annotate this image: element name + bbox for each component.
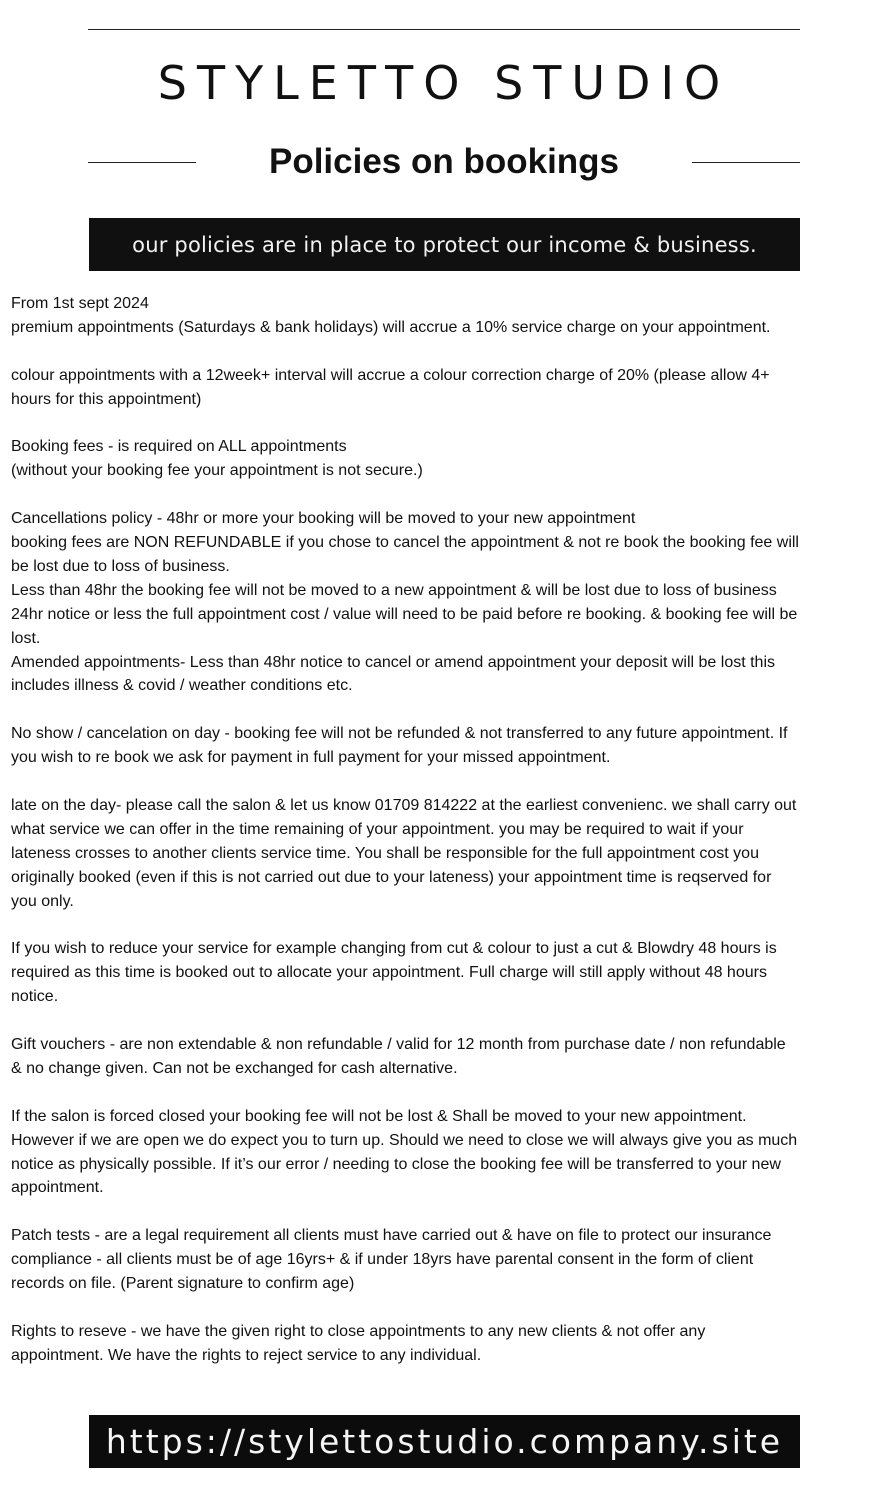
policy-paragraph: [11, 1224, 881, 1296]
policy-line: colour appointments with a 12week+ interval will accrue a colour correction charge of 20% (please allow 4+: [11, 366, 770, 384]
policy-paragraph: [11, 1320, 881, 1368]
policy-line: lost.: [11, 629, 41, 647]
policy-line: you wish to re book we ask for payment in full payment for your missed appointment.: [11, 749, 611, 767]
policy-line: booking fees are NON REFUNDABLE if you chose to cancel the appointment & not re book the booking fee will: [11, 534, 799, 552]
policy-line: includes illness & covid / weather conditions etc.: [11, 677, 353, 695]
policy-paragraph: [11, 1105, 881, 1201]
subtitle-left-rule: [88, 162, 196, 163]
policy-line: However if we are open we do expect you to turn up. Should we need to close we will always give you as much: [11, 1131, 798, 1149]
policy-line: appointment. We have the rights to reject service to any individual.: [11, 1346, 482, 1364]
policy-paragraph: [11, 722, 881, 770]
policy-line: Less than 48hr the booking fee will not be moved to a new appointment & will be lost due to loss of business: [11, 581, 777, 599]
policy-line: what service we can offer in the time remaining of your appointment. you may be required to wait if your: [11, 820, 744, 838]
policy-paragraph: [11, 794, 881, 914]
policy-line: & no change given. Can not be exchanged for cash alternative.: [11, 1059, 458, 1077]
policy-paragraph: [11, 1033, 881, 1081]
policy-line: Patch tests - are a legal requirement all clients must have carried out & have on file to protect our insurance: [11, 1227, 772, 1245]
policy-paragraph: [11, 507, 881, 698]
policy-line: premium appointments (Saturdays & bank holidays) will accrue a 10% service charge on your appointment.: [11, 318, 771, 336]
brand-title: STYLETTO STUDIO: [157, 56, 731, 110]
policy-line: From 1st sept 2024: [11, 295, 149, 312]
policy-line: (without your booking fee your appointment is not secure.): [11, 462, 423, 480]
policy-banner: our policies are in place to protect our income & business.: [89, 218, 800, 271]
policy-line: If you wish to reduce your service for example changing from cut & colour to just a cut & Blowdry 48 hours is: [11, 940, 777, 958]
policy-body: [11, 292, 881, 1392]
footer-url[interactable]: https://stylettostudio.company.site: [89, 1415, 800, 1468]
page-subtitle: Policies on bookings: [268, 142, 620, 181]
policy-line: notice as physically possible. If it’s our error / needing to close the booking fee will be transferred to your new: [11, 1155, 781, 1173]
policy-paragraph: [11, 292, 881, 340]
subtitle-right-rule: [692, 162, 800, 163]
policy-line: 24hr notice or less the full appointment cost / value will need to be paid before re booking. & booking fee will be: [11, 605, 798, 623]
policy-line: be lost due to loss of business.: [11, 557, 230, 575]
policy-line: Cancellations policy - 48hr or more your booking will be moved to your new appointment: [11, 510, 636, 528]
policy-paragraph: [11, 364, 881, 412]
top-divider: [88, 29, 800, 30]
policy-line: Gift vouchers - are non extendable & non refundable / valid for 12 month from purchase date / non refundable: [11, 1035, 786, 1053]
policy-line: lateness crosses to another clients service time. You shall be responsible for the full appointment cost you: [11, 844, 759, 862]
policy-line: compliance - all clients must be of age 16yrs+ & if under 18yrs have parental consent in the form of client: [11, 1251, 754, 1269]
policy-line: Rights to reseve - we have the given right to close appointments to any new clients & not offer any: [11, 1322, 706, 1340]
policy-line: required as this time is booked out to allocate your appointment. Full charge will still apply without 48 hours: [11, 964, 767, 982]
policy-line: appointment.: [11, 1179, 104, 1197]
policy-line: records on file. (Parent signature to confirm age): [11, 1275, 355, 1293]
policy-line: you only.: [11, 892, 74, 910]
policy-paragraph: [11, 435, 881, 483]
policy-paragraph: [11, 937, 881, 1009]
policy-line: late on the day- please call the salon & let us know 01709 814222 at the earliest convenienc. we shall carry out: [11, 796, 797, 814]
policy-line: No show / cancelation on day - booking fee will not be refunded & not transferred to any future appointment. If: [11, 725, 788, 743]
policy-line: If the salon is forced closed your booking fee will not be lost & Shall be moved to your new appointment.: [11, 1107, 747, 1125]
policy-line: Booking fees - is required on ALL appointments: [11, 438, 347, 456]
policy-line: notice.: [11, 988, 59, 1006]
policy-line: originally booked (even if this is not carried out due to your lateness) your appointment time is reqserved for: [11, 868, 772, 886]
policy-line: Amended appointments- Less than 48hr notice to cancel or amend appointment your deposit will be lost this: [11, 653, 775, 671]
subtitle-row: [88, 136, 800, 188]
policy-line: hours for this appointment): [11, 390, 202, 408]
